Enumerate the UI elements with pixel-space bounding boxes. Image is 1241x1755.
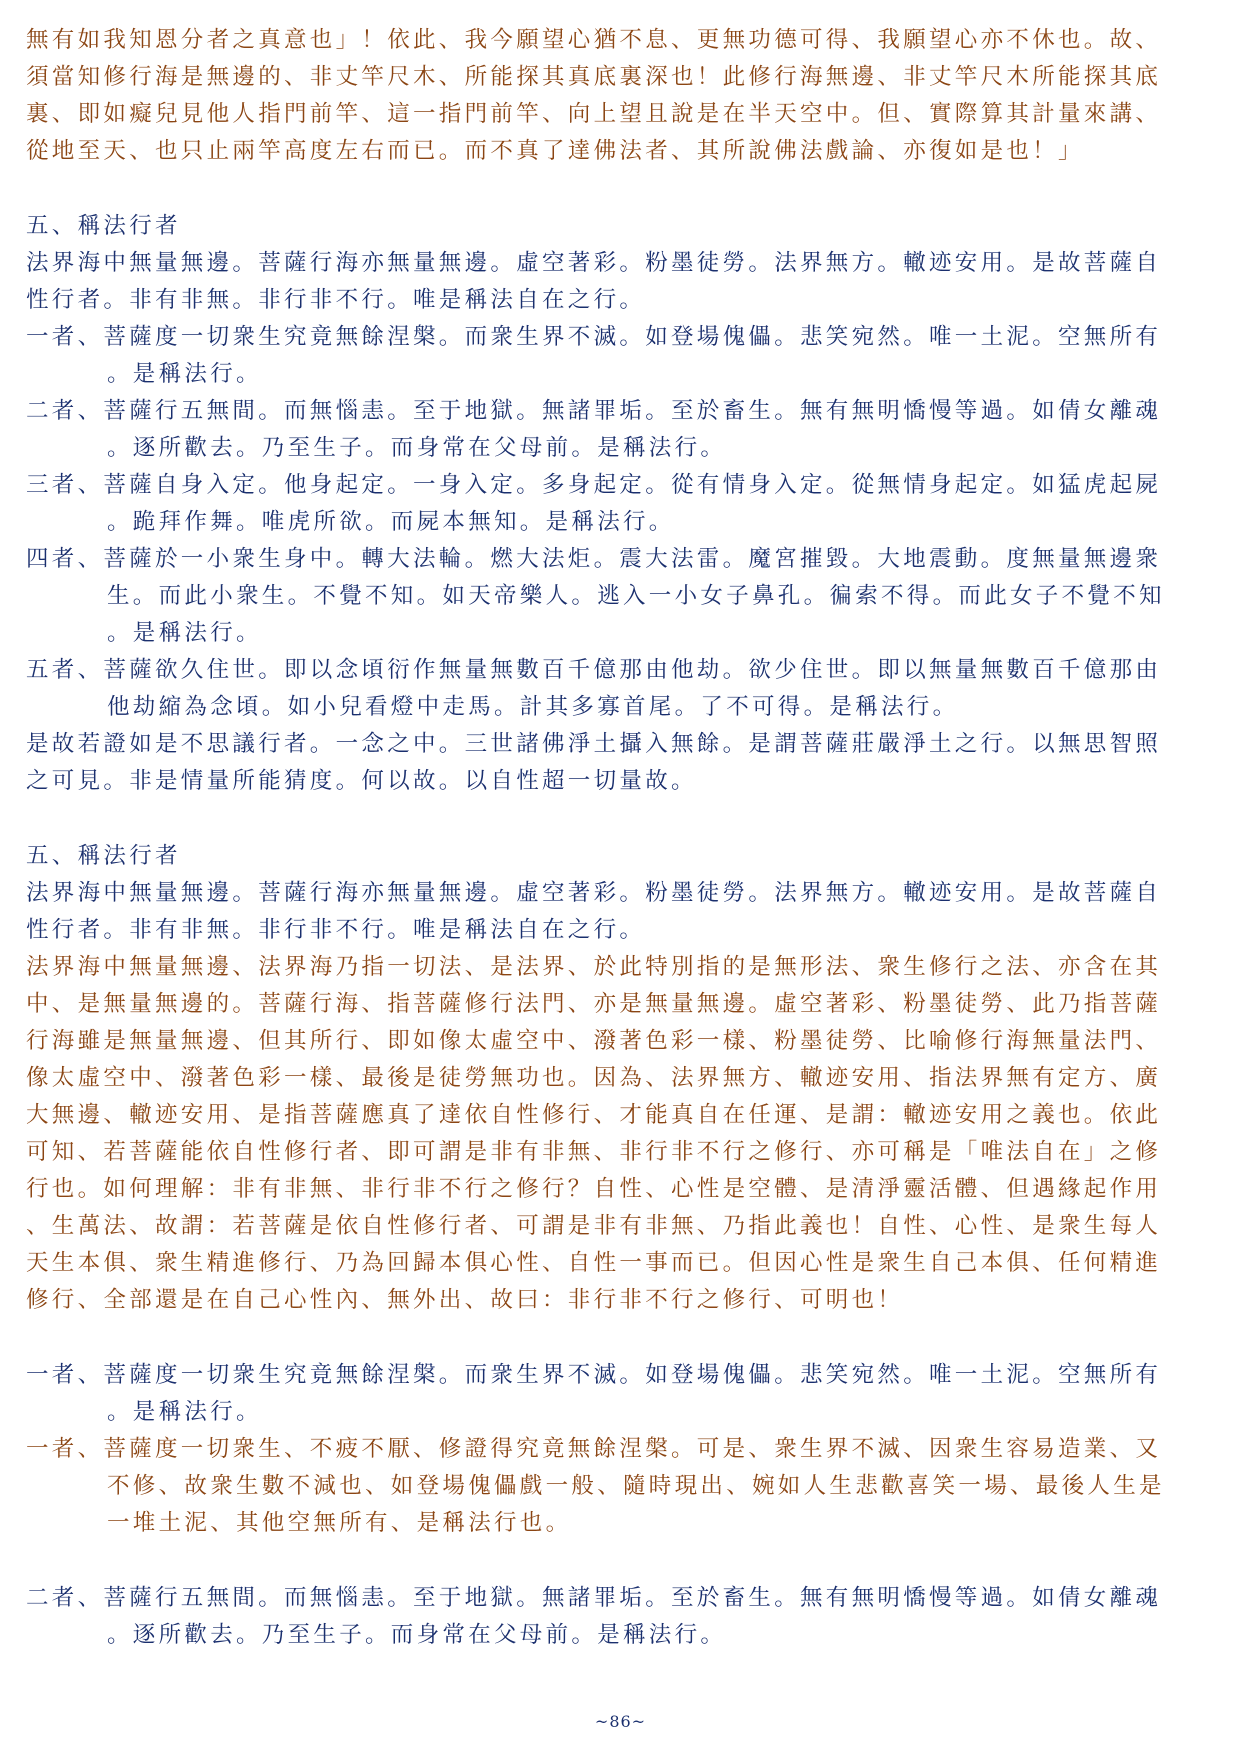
- section-heading: 五、稱法行者: [26, 213, 181, 239]
- text-line: 四者、菩薩於一小衆生身中。轉大法輪。燃大法炬。震大法雷。魔宮摧毀。大地震動。度無量無邊衆: [26, 546, 1162, 572]
- text-line: 從地至天、也只止兩竿高度左右而已。而不真了達佛法者、其所說佛法戲論、亦復如是也！」: [26, 138, 1084, 164]
- text-line: 行海雖是無量無邊、但其所行、即如像太虛空中、潑著色彩一樣、粉墨徒勞、比喻修行海無量法門、: [26, 1028, 1162, 1054]
- text-line: 性行者。非有非無。非行非不行。唯是稱法自在之行。: [26, 917, 646, 943]
- text-line: 。是稱法行。: [107, 361, 262, 387]
- section-heading: 五、稱法行者: [26, 843, 181, 869]
- text-line: 一者、菩薩度一切衆生究竟無餘涅槃。而衆生界不滅。如登場傀儡。悲笑宛然。唯一土泥。空無所有: [26, 324, 1162, 350]
- text-line: 。是稱法行。: [107, 620, 262, 646]
- text-line: 裏、即如癡兒見他人指門前竿、這一指門前竿、向上望且說是在半天空中。但、實際算其計量來講、: [26, 101, 1162, 127]
- text-line: 行也。如何理解：非有非無、非行非不行之修行？自性、心性是空體、是清淨靈活體、但遇緣起作用: [26, 1176, 1162, 1202]
- text-line: 不修、故衆生數不減也、如登場傀儡戲一般、隨時現出、婉如人生悲歡喜笑一場、最後人生是: [107, 1473, 1165, 1499]
- text-line: 一者、菩薩度一切衆生究竟無餘涅槃。而衆生界不滅。如登場傀儡。悲笑宛然。唯一土泥。空無所有: [26, 1362, 1162, 1388]
- text-line: 天生本俱、衆生精進修行、乃為回歸本俱心性、自性一事而已。但因心性是衆生自己本俱、任何精進: [26, 1250, 1162, 1276]
- text-line: 須當知修行海是無邊的、非丈竿尺木、所能探其真底裏深也！此修行海無邊、非丈竿尺木所能探其底: [26, 64, 1162, 90]
- text-line: 二者、菩薩行五無間。而無惱恚。至于地獄。無諸罪垢。至於畜生。無有無明憍慢等過。如倩女離魂: [26, 398, 1162, 424]
- text-line: 無有如我知恩分者之真意也」！依此、我今願望心猶不息、更無功德可得、我願望心亦不休也。故、: [26, 27, 1162, 53]
- text-line: 他劫縮為念頃。如小兒看燈中走馬。計其多寡首尾。了不可得。是稱法行。: [107, 694, 959, 720]
- text-line: 二者、菩薩行五無間。而無惱恚。至于地獄。無諸罪垢。至於畜生。無有無明憍慢等過。如倩女離魂: [26, 1585, 1162, 1611]
- text-line: 一堆土泥、其他空無所有、是稱法行也。: [107, 1510, 572, 1536]
- text-line: 大無邊、轍迹安用、是指菩薩應真了達依自性修行、才能真自在任運、是謂：轍迹安用之義也。依此: [26, 1102, 1162, 1128]
- text-line: 。跪拜作舞。唯虎所欲。而屍本無知。是稱法行。: [107, 509, 675, 535]
- text-line: 像太虛空中、潑著色彩一樣、最後是徒勞無功也。因為、法界無方、轍迹安用、指法界無有定方、廣: [26, 1065, 1162, 1091]
- text-line: 一者、菩薩度一切衆生、不疲不厭、修證得究竟無餘涅槃。可是、衆生界不滅、因衆生容易造業、又: [26, 1436, 1162, 1462]
- text-line: 法界海中無量無邊、法界海乃指一切法、是法界、於此特別指的是無形法、衆生修行之法、亦含在其: [26, 954, 1162, 980]
- text-line: 。是稱法行。: [107, 1399, 262, 1425]
- text-line: 。逐所歡去。乃至生子。而身常在父母前。是稱法行。: [107, 1622, 727, 1648]
- page-number: ~86~: [594, 1712, 647, 1731]
- text-line: 是故若證如是不思議行者。一念之中。三世諸佛淨土攝入無餘。是謂菩薩莊嚴淨土之行。以無思智照: [26, 731, 1162, 757]
- text-line: 五者、菩薩欲久住世。即以念頃衍作無量無數百千億那由他劫。欲少住世。即以無量無數百千億那由: [26, 657, 1162, 683]
- text-line: 三者、菩薩自身入定。他身起定。一身入定。多身起定。從有情身入定。從無情身起定。如猛虎起屍: [26, 472, 1162, 498]
- text-line: 性行者。非有非無。非行非不行。唯是稱法自在之行。: [26, 287, 646, 313]
- text-line: 可知、若菩薩能依自性修行者、即可謂是非有非無、非行非不行之修行、亦可稱是「唯法自在」之修: [26, 1139, 1162, 1165]
- text-line: 生。而此小衆生。不覺不知。如天帝樂人。逃入一小女子鼻孔。徧索不得。而此女子不覺不知: [107, 583, 1165, 609]
- text-line: 。逐所歡去。乃至生子。而身常在父母前。是稱法行。: [107, 435, 727, 461]
- text-line: 、生萬法、故謂：若菩薩是依自性修行者、可謂是非有非無、乃指此義也！自性、心性、是衆生每人: [26, 1213, 1162, 1239]
- text-line: 之可見。非是情量所能猜度。何以故。以自性超一切量故。: [26, 768, 697, 794]
- text-line: 法界海中無量無邊。菩薩行海亦無量無邊。虛空著彩。粉墨徒勞。法界無方。轍迹安用。是故菩薩自: [26, 880, 1162, 906]
- text-line: 中、是無量無邊的。菩薩行海、指菩薩修行法門、亦是無量無邊。虛空著彩、粉墨徒勞、此乃指菩薩: [26, 991, 1162, 1017]
- text-line: 法界海中無量無邊。菩薩行海亦無量無邊。虛空著彩。粉墨徒勞。法界無方。轍迹安用。是故菩薩自: [26, 250, 1162, 276]
- text-line: 修行、全部還是在自己心性內、無外出、故曰：非行非不行之修行、可明也！: [26, 1287, 904, 1313]
